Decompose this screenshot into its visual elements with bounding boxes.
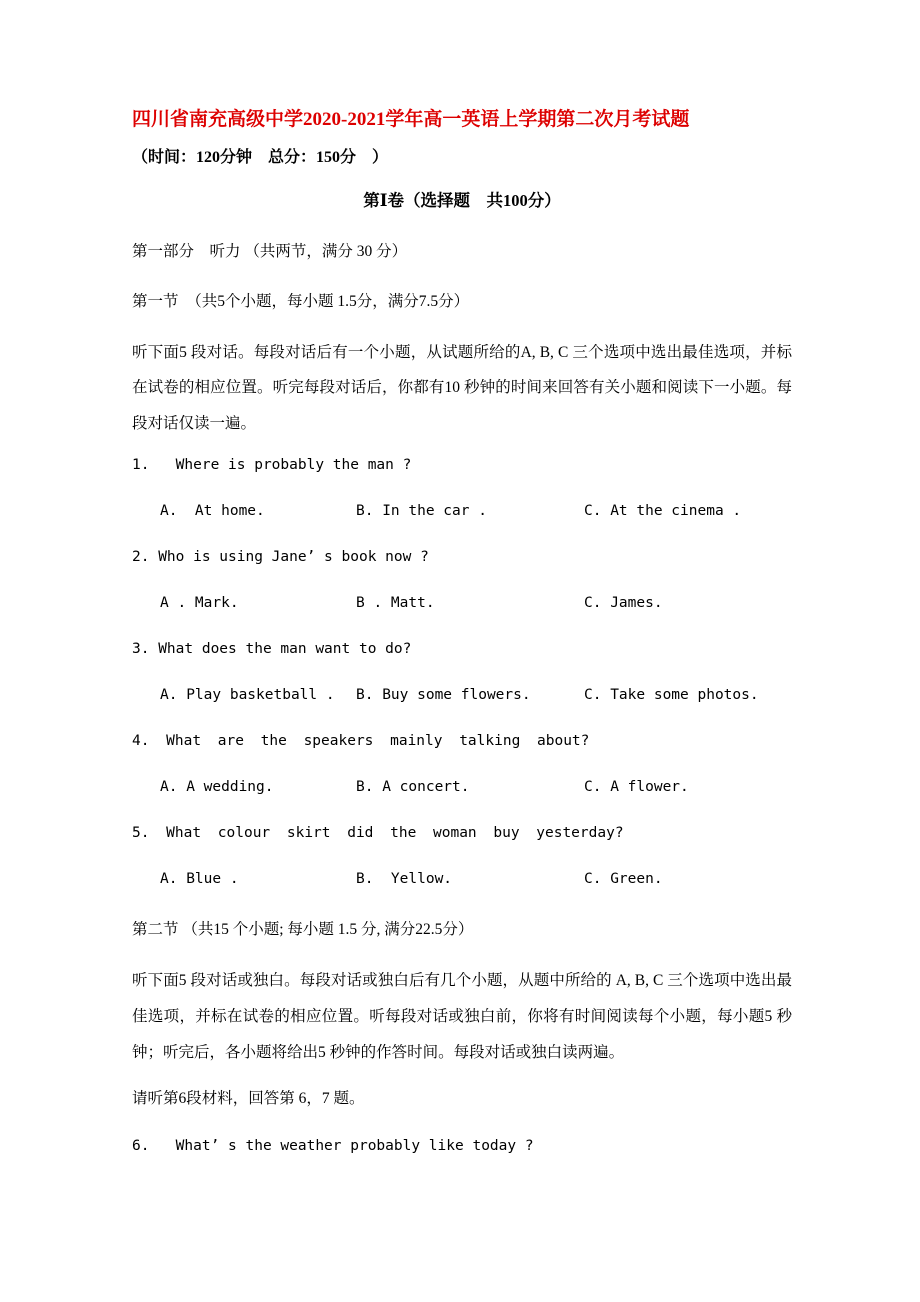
section1-heading: 第一节 （共5个小题，每小题 1.5分，满分7.5分） [132, 292, 470, 310]
question-4 [132, 733, 792, 795]
question-6 [132, 1138, 792, 1154]
question-5 [132, 825, 792, 887]
question-text: 2. Who is using Jane’ s book now ? [132, 549, 429, 566]
question-2 [132, 549, 792, 611]
question-text: 4. What are the speakers mainly talking about? [132, 733, 590, 750]
options-row [132, 687, 792, 703]
options-row [132, 503, 792, 519]
option-b: B. Buy some flowers. [356, 687, 531, 704]
section1-instructions: 听下面5 段对话。每段对话后有一个小题，从试题所给的A, B, C 三个选项中选出最佳选项，并标在试卷的相应位置。听完每段对话后，你都有10 秒钟的时间来回答有关小题和阅读下一小题。每段对话仅读一遍。 [132, 343, 792, 432]
question-text: 6. What’ s the weather probably like today ? [132, 1138, 534, 1155]
option-a: A . Mark. [160, 595, 239, 612]
option-b: B. Yellow. [356, 871, 453, 888]
question-3 [132, 641, 792, 703]
option-b: B. A concert. [356, 779, 470, 796]
material-prompt: 请听第6段材料，回答第 6，7 题。 [132, 1090, 365, 1108]
question-text: 1. Where is probably the man ? [132, 457, 412, 474]
volume-heading: 第Ⅰ卷（选择题 共100分） [363, 190, 561, 210]
question-text: 5. What colour skirt did the woman buy yesterday? [132, 825, 624, 842]
option-c: C. At the cinema . [584, 503, 742, 520]
option-c: C. A flower. [584, 779, 689, 796]
option-a: A. Play basketball . [160, 687, 335, 704]
options-row [132, 779, 792, 795]
question-text: 3. What does the man want to do? [132, 641, 412, 658]
options-row [132, 595, 792, 611]
option-c: C. James. [584, 595, 663, 612]
option-a: A. At home. [160, 503, 265, 520]
option-a: A. Blue . [160, 871, 239, 888]
exam-meta: （时间：120分钟 总分：150分 ） [132, 148, 389, 166]
options-row [132, 871, 792, 887]
question-1 [132, 457, 792, 519]
document-title: 四川省南充高级中学2020-2021学年高一英语上学期第二次月考试题 [132, 109, 690, 130]
option-a: A. A wedding. [160, 779, 274, 796]
option-c: C. Take some photos. [584, 687, 759, 704]
option-b: B . Matt. [356, 595, 435, 612]
option-c: C. Green. [584, 871, 663, 888]
option-b: B. In the car . [356, 503, 487, 520]
section2-heading: 第二节 （共15 个小题; 每小题 1.5 分, 满分22.5分） [132, 921, 474, 939]
section2-instructions: 听下面5 段对话或独白。每段对话或独白后有几个小题，从题中所给的 A, B, C 三个选项中选出最佳选项，并标在试卷的相应位置。听每段对话或独白前，你将有时间阅读每个小题，每小题5 秒钟；听完后，各小题将给出5 秒钟的作答时间。每段对话或独白读两遍。 [132, 972, 792, 1061]
part1-heading: 第一部分 听力 （共两节，满分 30 分） [132, 242, 408, 260]
